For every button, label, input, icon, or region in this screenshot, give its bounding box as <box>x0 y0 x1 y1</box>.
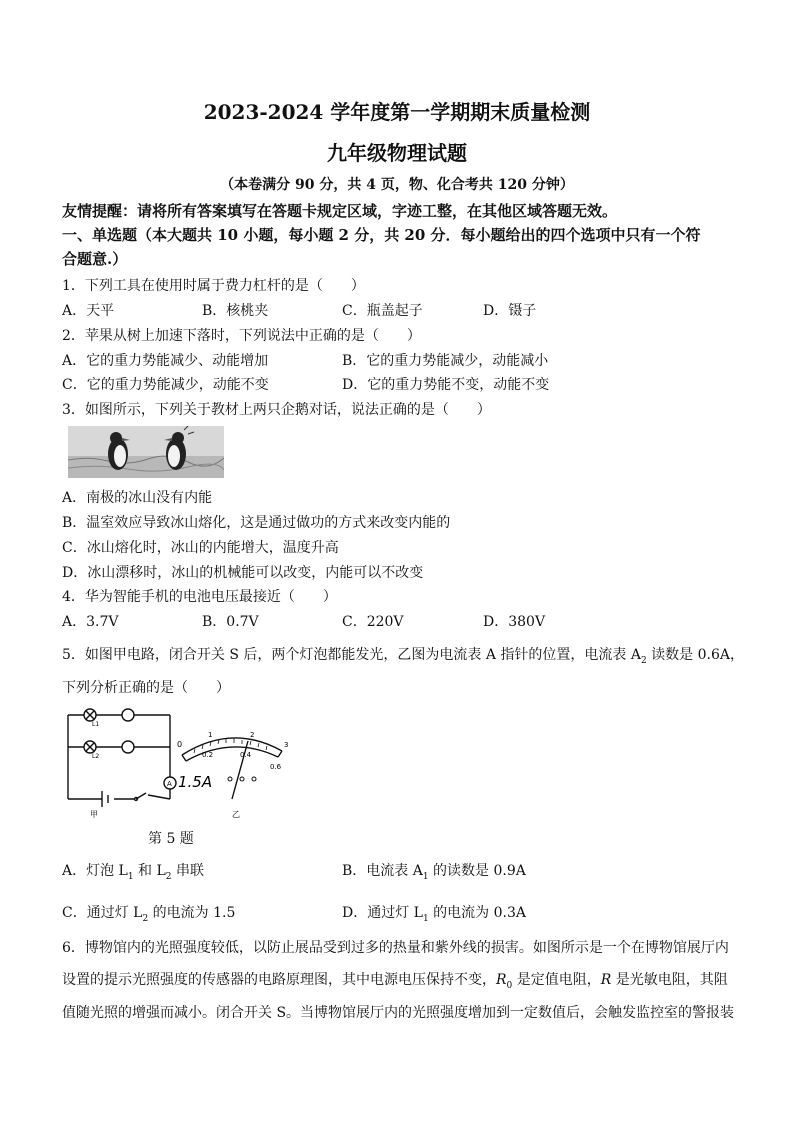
q5d-pre: D．通过灯 L <box>342 905 423 921</box>
q5-stem-line1 <box>62 644 744 666</box>
q5-label-l1: L1 <box>92 721 100 728</box>
q3-option-b: B．温室效应导致冰山熔化，这是通过做功的方式来改变内能的 <box>62 515 451 531</box>
q5b-post: 的读数是 0.9A <box>428 863 526 879</box>
q5a-mid: 和 L <box>133 863 166 879</box>
q5-figure-caption: 第 5 题 <box>148 831 194 847</box>
q4-option-b: B．0.7V <box>202 614 259 630</box>
q5-tick-0: 0 <box>177 740 183 749</box>
q1-option-c: C．瓶盖起子 <box>342 303 423 319</box>
q1-option-b: B．核桃夹 <box>202 303 269 319</box>
q4-option-d: D．380V <box>483 614 546 630</box>
q5d-post: 的电流为 0.3A <box>428 905 526 921</box>
q5-label-jia: 甲 <box>90 810 98 819</box>
q5-bigtick-1: 1 <box>208 731 213 739</box>
q6-line1: 6．博物馆内的光照强度较低，以防止展品受到过多的热量和紫外线的损害。如图所示是一个在博物馆展厅内 <box>62 940 729 956</box>
q5-label-a: A <box>167 780 172 788</box>
q5-stem-sub: 2 <box>640 655 647 666</box>
q3-stem: 3．如图所示，下列关于教材上两只企鹅对话，说法正确的是（ ） <box>62 402 491 418</box>
q5c-sub1: 2 <box>142 913 149 924</box>
q5-bigtick-2: 2 <box>250 731 255 739</box>
q2-stem: 2．苹果从树上加速下落时，下列说法中正确的是（ ） <box>62 328 421 344</box>
q5a-post: 串联 <box>171 863 204 879</box>
q6-line2-post: 是光敏电阻，其阻 <box>611 972 728 988</box>
q5-tick-02: 0.2 <box>202 751 214 759</box>
q5a-sub1: 1 <box>127 871 134 882</box>
q6-r: R <box>600 972 612 988</box>
q3-option-a: A．南极的冰山没有内能 <box>62 490 213 506</box>
q1-option-d: D．镊子 <box>483 303 537 319</box>
q5-tick-06: 0.6 <box>270 763 282 771</box>
q5b-sub1: 1 <box>422 871 429 882</box>
q5b-pre: B．电流表 A <box>342 863 423 879</box>
q5-stem-text: 5．如图甲电路，闭合开关 S 后，两个灯泡都能发光，乙图为电流表 A 指针的位置，电流表 A <box>62 647 641 663</box>
q5-label-l2: L2 <box>92 753 100 760</box>
q5c-post: 的电流为 1.5 <box>148 905 236 921</box>
exam-note: （本卷满分 90 分，共 4 页，物、化合考共 120 分钟） <box>220 177 574 193</box>
reminder: 友情提醒：请将所有答案填写在答题卡规定区域，字迹工整，在其他区域答题无效。 <box>62 202 618 220</box>
q6-line3: 值随光照的增强而减小。闭合开关 S。当博物馆展厅内的光照强度增加到一定数值后，会触发监控室的警报装 <box>62 1005 735 1021</box>
q3-option-c: C．冰山熔化时，冰山的内能增大，温度升高 <box>62 540 339 556</box>
q5-option-c <box>62 902 235 924</box>
q2-option-a: A．它的重力势能减少、动能增加 <box>62 353 269 369</box>
q2-option-b: B．它的重力势能减少，动能减小 <box>342 353 549 369</box>
q5-option-d <box>342 902 526 924</box>
q4-option-a: A．3.7V <box>62 614 119 630</box>
q1-stem: 1．下列工具在使用时属于费力杠杆的是（ ） <box>62 278 365 294</box>
q5a-pre: A．灯泡 L <box>62 863 128 879</box>
q1-option-a: A．天平 <box>62 303 115 319</box>
q6-r0: R <box>496 972 507 988</box>
q5-handwritten: 1.5A <box>178 773 213 791</box>
q5-option-b <box>342 860 526 882</box>
exam-title: 2023-2024 学年度第一学期期末质量检测 <box>203 100 591 124</box>
q2-option-c: C．它的重力势能减少，动能不变 <box>62 377 269 393</box>
penguin-figure <box>68 426 224 478</box>
q4-stem: 4．华为智能手机的电池电压最接近（ ） <box>62 589 337 605</box>
q5a-sub2: 2 <box>165 871 172 882</box>
q6-r0-sub: 0 <box>506 980 513 991</box>
q6-line2-mid: 是定值电阻， <box>512 972 601 988</box>
exam-subject: 九年级物理试题 <box>327 141 467 165</box>
q5d-sub1: 1 <box>422 913 429 924</box>
q5-circuit-figure <box>62 703 302 821</box>
q5-label-yi: 乙 <box>232 810 240 819</box>
q4-option-c: C．220V <box>342 614 404 630</box>
q3-option-d: D．冰山漂移时，冰山的机械能可以改变，内能可以不改变 <box>62 565 424 581</box>
q2-option-d: D．它的重力势能不变，动能不变 <box>342 377 550 393</box>
section-heading-2: 合题意.） <box>62 250 128 268</box>
q5c-pre: C．通过灯 L <box>62 905 143 921</box>
q5-stem-line2: 下列分析正确的是（ ） <box>62 680 230 696</box>
section-heading-1: 一、单选题（本大题共 10 小题，每小题 2 分，共 20 分．每小题给出的四个选项中只有一个符 <box>62 226 701 244</box>
q5-stem-tail: 读数是 0.6A， <box>646 647 744 663</box>
q5-option-a <box>62 860 204 882</box>
q6-line2 <box>62 969 728 991</box>
q6-line2-pre: 设置的提示光照强度的传感器的电路原理图，其中电源电压保持不变， <box>62 972 496 988</box>
q5-bigtick-3: 3 <box>284 741 289 749</box>
q5-tick-04: 0.4 <box>240 751 252 759</box>
